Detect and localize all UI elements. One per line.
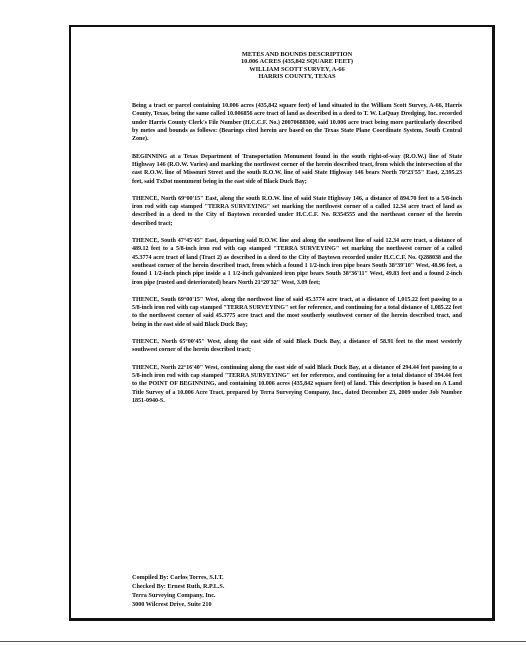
thence-paragraph-3 [132, 296, 462, 329]
heading-line-1: METES AND BOUNDS DESCRIPTION [241, 51, 353, 58]
thence-paragraph-2 [132, 237, 462, 287]
paragraph-lead: THENCE, [132, 364, 159, 371]
paragraph-lead: BEGINNING [132, 153, 168, 160]
compiled-by: Compiled By: Carlos Torres, S.I.T. [132, 574, 224, 581]
thence-paragraph-4 [132, 338, 462, 355]
paragraph-lead: THENCE, [132, 238, 159, 245]
paragraph-text: South 69°00'15" West, along the northwest line of said 45.3774 acre tract, at a distance of 1,015.22 feet passing to a 5/8-inch iron rod with cap stamped "TERRA SURVEYING" set for reference, and continuing for a total distance of 1,085.22 feet to the northwest corner of said 45.3775 acre tract and the most southerly southwest corner of the herein described tract, and being in the east side of said Black Duck Bay; [132, 296, 462, 328]
heading-line-2: 10.006 ACRES (435,842 SQUARE FEET) [241, 58, 353, 66]
document-footer [132, 573, 332, 608]
document-heading [132, 51, 462, 80]
thence-paragraph-1 [132, 195, 462, 228]
heading-line-4: HARRIS COUNTY, TEXAS [258, 72, 336, 80]
company-address: 3000 Wilcrest Drive, Suite 210 [132, 601, 212, 608]
document-body [132, 51, 462, 414]
company-name: Terra Surveying Company, Inc. [132, 592, 216, 599]
heading-line-3: WILLIAM SCOTT SURVEY, A-66 [249, 65, 345, 73]
beginning-paragraph [132, 153, 462, 186]
checked-by: Checked By: Ernest Ruth, R.P.L.S. [132, 583, 225, 590]
paragraph-text: Being a tract or parcel containing 10.006 acres (435,842 square feet) of land situated in the William Scott Survey, A-66, Harris County, Texas, being the same called 10.006856 acre tract of land as described in a deed to T. W. LaQuay Dredging, Inc. recorded under Harris County Clerk's File Number (H.C.C.F. No.) 20070688300, said 10.006 acre tract being more particularly described by metes and bounds as follows: (Bearings cited herein are based on the Texas State Plane Coordinate System, South Central Zone). [132, 103, 462, 143]
intro-paragraph [132, 102, 462, 143]
thence-paragraph-5 [132, 364, 462, 405]
paragraph-text: at a Texas Department of Transportation Monument found in the south right-of-way (R.O.W.) line of State Highway 146 (R.O.W. Varies) and marking the northwest corner of the herein described tract, from which the intersection of the east R.O.W. line of Missouri Street and the south R.O.W. line of said State Highway 146 bears North 70°23'55" East, 2,395.23 feet, said TxDot monument being in the east side of Black Duck Bay; [132, 153, 462, 185]
paragraph-text: North 69°00'15" East, along the south R.O.W. line of said State Highway 146, a distance of 894.70 feet to a 5/8-inch iron rod with cap stamped "TERRA SURVEYING" set marking the northwest corner of a called 12.34 acre tract of land as described in a deed to the City of Baytown recorded under H.C.C.F. No. R354555 and the northeast corner of the herein described tract; [132, 195, 462, 227]
paragraph-lead: THENCE, [132, 296, 159, 303]
paragraph-text: South 47°45'45" East, departing said R.O.W. line and along the southwest line of said 12.34 acre tract, a distance of 489.12 feet to a 5/8-inch iron rod with cap stamped "TERRA SURVEYING" set marking the northwest corner of a called 45.3774 acre tract of land (Tract 2) as described in a deed to the City of Baytown recorded under H.C.C.F. No. Q288038 and the southeast corner of the herein described tract, from which a found 1 1/2-inch iron pipe bears South 38°39'10" West, 48.96 feet, a found 1 1/2-inch pinch pipe inside a 1 1/2-inch galvanized iron pipe bears South 38°36'11" West, 49.83 feet and a found 2-inch iron pipe (rusted and deteriorated) bears North 21°20'32" West, 3.09 feet; [132, 238, 462, 286]
paragraph-text: North 22°16'40" West, continuing along the east side of said Black Duck Bay, at a distance of 294.44 feet passing to a 5/8-inch iron rod with cap stamped "TERRA SURVEYING" set for reference, and continuing for a total distance of 394.44 feet to the POINT OF BEGINNING, and containing 10.006 acres (435,842 square feet) of land. This description is based on A Land Title Survey of a 10.006 Acre Tract, prepared by Terra Surveying Company, Inc., dated December 23, 2009 under Job Number 1851-0940-S. [132, 364, 462, 404]
paragraph-lead: THENCE, [132, 195, 159, 202]
scan-edge-line [0, 641, 526, 642]
paragraph-text: North 65°00'45" West, along the east side of said Black Duck Bay, a distance of 58.91 feet to the most westerly southwest corner of the herein described tract; [132, 339, 462, 354]
paragraph-lead: THENCE, [132, 339, 159, 346]
